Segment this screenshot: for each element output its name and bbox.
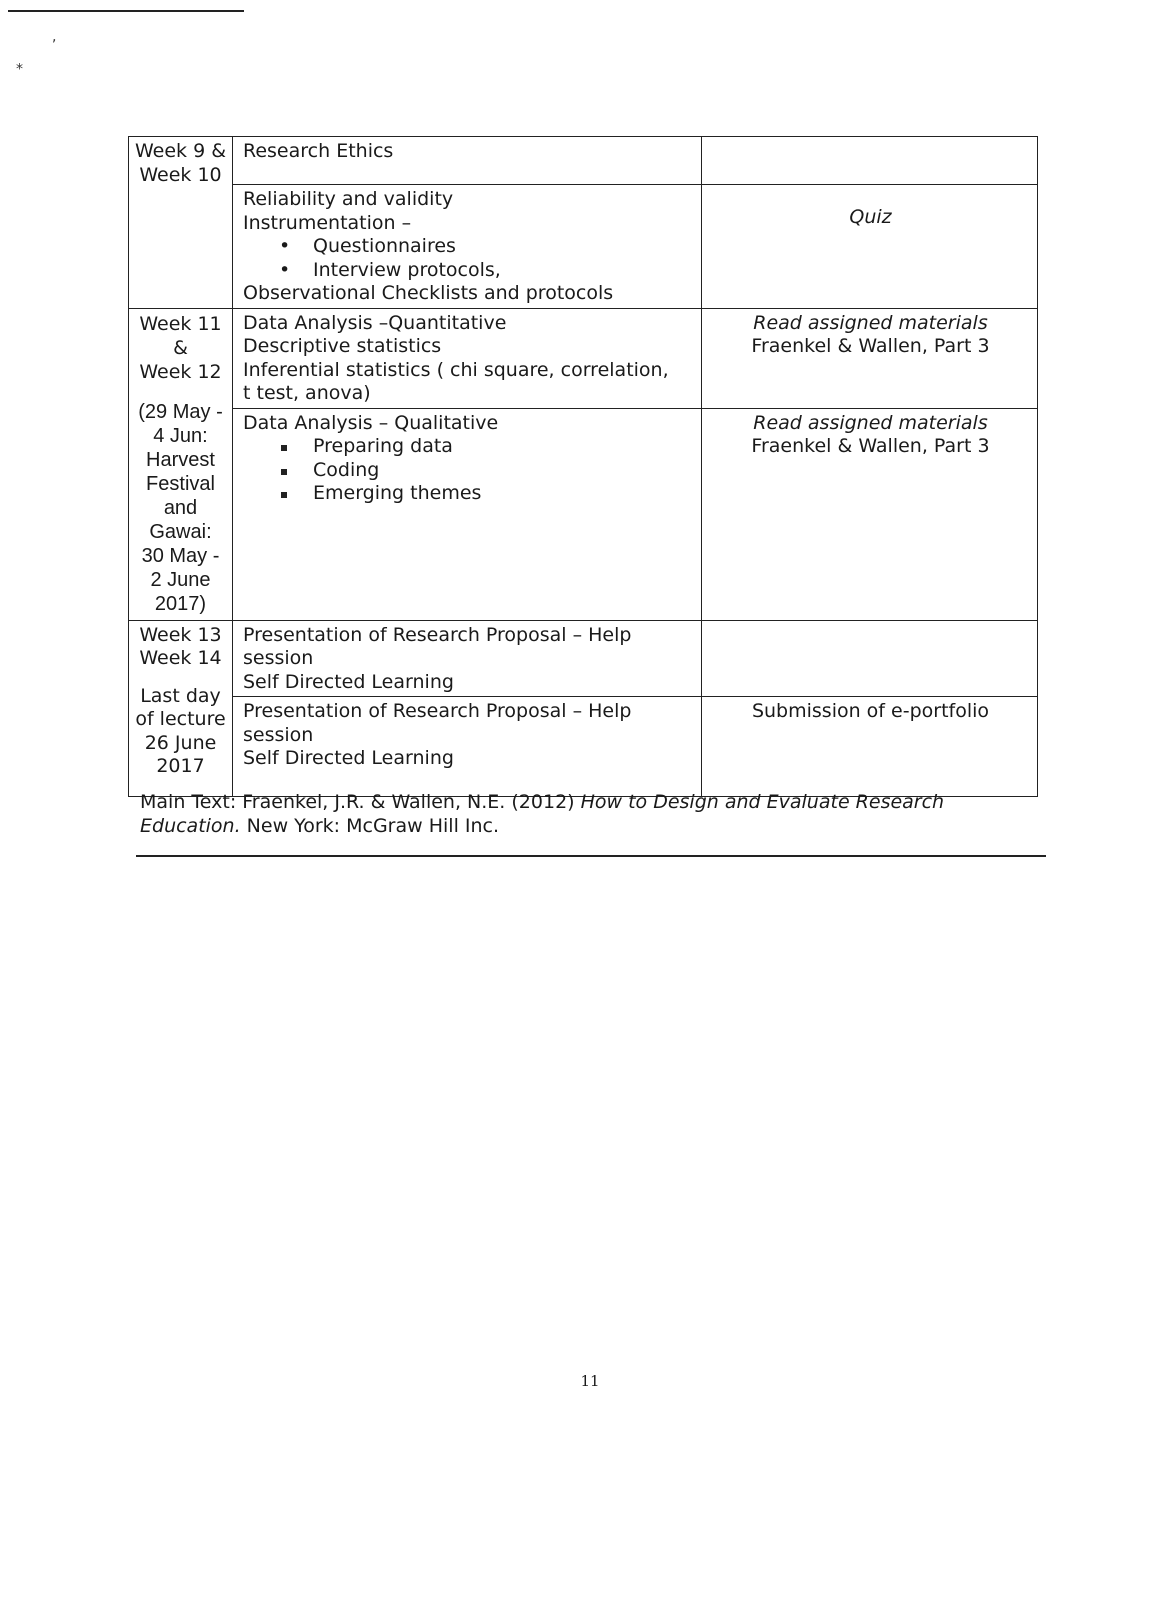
main-text-publisher: New York: McGraw Hill Inc. [240, 815, 500, 837]
task-cell [702, 137, 1038, 185]
main-text-reference [140, 790, 1040, 838]
page-number: 11 [580, 1372, 600, 1390]
task-cell: Read assigned materials Fraenkel & Wallen, Part 3 [702, 408, 1038, 620]
task-cell: Submission of e-portfolio [702, 697, 1038, 797]
bullet-list [243, 235, 693, 282]
list-item: • Interview protocols, [313, 259, 693, 283]
table-row [129, 137, 1038, 185]
table-row [129, 697, 1038, 797]
week-cell: Week 11 & Week 12 (29 May - 4 Jun: Harvest Festival and Gawai: 30 May - 2 June 2017) [129, 308, 233, 620]
bottom-rule [136, 855, 1046, 857]
list-item: Preparing data [313, 435, 693, 459]
week-cell: Week 13 Week 14 Last day of lecture 26 June 2017 [129, 620, 233, 797]
topic-cell: Presentation of Research Proposal – Help session Self Directed Learning [233, 697, 702, 797]
schedule-table [128, 136, 1038, 797]
task-cell: Quiz [702, 185, 1038, 309]
topic-cell: Data Analysis – Qualitative Preparing data Coding Emerging themes [233, 408, 702, 620]
list-item: • Questionnaires [313, 235, 693, 259]
top-rule [8, 10, 244, 12]
topic-cell: Reliability and validity Instrumentation – • Questionnaires • Interview protocols, Observational Checklists and protocols [233, 185, 702, 309]
task-cell [702, 620, 1038, 697]
scan-speck: , [52, 29, 57, 45]
list-item: Emerging themes [313, 482, 693, 506]
table-row [129, 185, 1038, 309]
main-text-title: How to Design and Evaluate Research Education. [140, 791, 945, 837]
table-row [129, 308, 1038, 408]
topic-cell: Presentation of Research Proposal – Help session Self Directed Learning [233, 620, 702, 697]
main-text-label: Main Text: Fraenkel, J.R. & Wallen, N.E. (2012) [140, 791, 581, 813]
topic-cell: Data Analysis –Quantitative Descriptive statistics Inferential statistics ( chi square, correlation, t test, anova) [233, 308, 702, 408]
topic-cell: Research Ethics [233, 137, 702, 185]
list-item: Coding [313, 459, 693, 483]
task-cell: Read assigned materials Fraenkel & Wallen, Part 3 [702, 308, 1038, 408]
week-cell: Week 9 & Week 10 [129, 137, 233, 309]
table-row [129, 408, 1038, 620]
table-row [129, 620, 1038, 697]
scan-speck: ⁎ [16, 57, 23, 73]
bullet-list [243, 435, 693, 506]
